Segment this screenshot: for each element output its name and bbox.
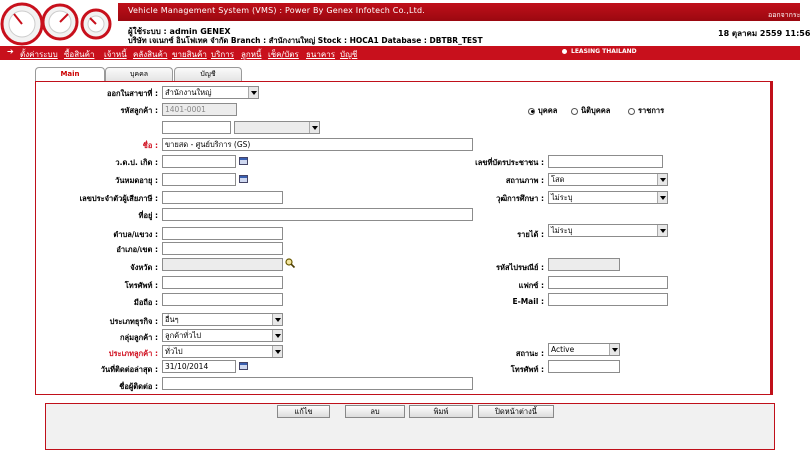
subdistrict-label: ตำบล/แขวง :	[113, 230, 158, 239]
radio-juristic-circle	[571, 108, 578, 115]
menu-item-settings[interactable]: ตั้งค่าระบบ	[20, 50, 58, 59]
chevron-down-icon	[272, 346, 282, 357]
expiry-date-label: วันหมดอายุ :	[115, 176, 158, 185]
district-input[interactable]	[162, 242, 283, 255]
mobile-input[interactable]	[162, 293, 283, 306]
income-label: รายได้ :	[517, 230, 544, 239]
close-window-button[interactable]: ปิดหน้าต่างนี้	[478, 405, 554, 418]
customer-code-input[interactable]: 1401-0001	[162, 103, 237, 116]
name-prefix-input[interactable]	[162, 121, 231, 134]
email-label: E-Mail :	[512, 297, 544, 306]
email-input[interactable]	[548, 293, 668, 306]
company-info: บริษัท เจเนกซ์ อินโฟเทค จำกัด Branch : สำนักงานใหญ่ Stock : HOCA1 Database : DBTBR_TEST	[128, 36, 483, 45]
current-date: 18 ตุลาคม 2559 11:56	[718, 29, 810, 38]
tax-id-label: เลขประจำตัวผู้เสียภาษี :	[79, 194, 158, 203]
birth-date-input[interactable]	[162, 155, 236, 168]
last-contact-input[interactable]: 31/10/2014	[162, 360, 236, 373]
postcode-label: รหัสไปรษณีย์ :	[495, 263, 544, 272]
contact-name-label: ชื่อผู้ติดต่อ :	[119, 382, 158, 391]
customer-type-select[interactable]	[162, 345, 283, 358]
phone2-label: โทรศัพท์ :	[510, 365, 544, 374]
education-select[interactable]	[548, 191, 668, 204]
calendar-icon[interactable]	[239, 362, 248, 370]
id-card-input[interactable]	[548, 155, 663, 168]
search-icon[interactable]	[285, 258, 295, 268]
marital-status-select[interactable]	[548, 173, 668, 186]
business-type-label: ประเภทธุรกิจ :	[109, 317, 158, 326]
issuing-branch-value: สำนักงานใหญ่	[165, 88, 212, 97]
customer-group-select[interactable]	[162, 329, 283, 342]
customer-group-label: กลุ่มลูกค้า :	[119, 333, 158, 342]
marital-status-label: สถานภาพ :	[505, 176, 544, 185]
address-input[interactable]	[162, 208, 473, 221]
speedometer-logo-icon	[0, 0, 118, 46]
current-user: ผู้ใช้ระบบ : admin GENEX	[128, 27, 231, 36]
tax-id-input[interactable]	[162, 191, 283, 204]
menu-item-debtors[interactable]: ลูกหนี้	[241, 50, 262, 59]
phone-label: โทรศัพท์ :	[124, 281, 158, 290]
menu-item-creditors[interactable]: เจ้าหนี้	[104, 50, 127, 59]
menu-item-sales[interactable]: ขายสินค้า	[172, 50, 207, 59]
radio-government[interactable]	[628, 105, 664, 117]
radio-juristic[interactable]	[571, 105, 610, 117]
name-label: ชื่อ :	[142, 141, 158, 150]
chevron-down-icon	[272, 330, 282, 341]
tab-main[interactable]: Main	[35, 67, 105, 82]
postcode-input[interactable]	[548, 258, 620, 271]
print-button[interactable]: พิมพ์	[409, 405, 473, 418]
menu-arrow-icon: ➔	[7, 47, 14, 56]
expiry-date-input[interactable]	[162, 173, 236, 186]
id-card-label: เลขที่บัตรประชาชน :	[475, 158, 544, 167]
phone-input[interactable]	[162, 276, 283, 289]
app-title: Vehicle Management System (VMS) : Power By Genex Infotech Co.,Ltd.	[128, 6, 426, 15]
income-select[interactable]	[548, 224, 668, 237]
radio-juristic-label: นิติบุคคล	[581, 106, 611, 115]
status-select[interactable]	[548, 343, 620, 356]
education-label: วุฒิการศึกษา :	[496, 194, 544, 203]
menu-item-cheque-card[interactable]: เช็ค/บัตร	[268, 50, 299, 59]
chevron-down-icon	[248, 87, 258, 98]
menu-item-purchase[interactable]: ซื้อสินค้า	[64, 50, 95, 59]
fax-label: แฟกซ์ :	[518, 281, 544, 290]
issuing-branch-select[interactable]	[162, 86, 259, 99]
status-label: สถานะ :	[515, 349, 544, 358]
leasing-dot-icon	[562, 49, 567, 54]
name-input[interactable]: ขายสด - ศูนย์บริการ (GS)	[162, 138, 473, 151]
business-type-select[interactable]	[162, 313, 283, 326]
district-label: อำเภอ/เขต :	[116, 245, 158, 254]
last-contact-label: วันที่ติดต่อล่าสุด :	[100, 365, 158, 374]
radio-person-circle	[528, 108, 535, 115]
radio-government-circle	[628, 108, 635, 115]
leasing-label: LEASING THAILAND	[571, 48, 637, 55]
customer-type-value: ทั่วไป	[165, 347, 183, 356]
chevron-down-icon	[309, 122, 319, 133]
radio-person[interactable]	[528, 105, 557, 117]
mobile-label: มือถือ :	[133, 298, 158, 307]
calendar-icon[interactable]	[239, 175, 248, 183]
delete-button[interactable]: ลบ	[345, 405, 405, 418]
chevron-down-icon	[657, 225, 667, 236]
business-type-value: อื่นๆ	[165, 315, 179, 324]
menu-item-accounting[interactable]: บัญชี	[340, 50, 358, 59]
chevron-down-icon	[657, 192, 667, 203]
subdistrict-input[interactable]	[162, 227, 283, 240]
marital-status-value: โสด	[551, 175, 565, 184]
tab-account[interactable]: บัญชี	[174, 67, 242, 81]
province-input[interactable]	[162, 258, 283, 271]
chevron-down-icon	[657, 174, 667, 185]
address-label: ที่อยู่ :	[138, 211, 158, 220]
province-label: จังหวัด :	[130, 263, 158, 272]
customer-type-label: ประเภทลูกค้า :	[108, 349, 158, 358]
radio-person-label: บุคคล	[538, 106, 558, 115]
chevron-down-icon	[272, 314, 282, 325]
customer-code-label: รหัสลูกค้า :	[120, 106, 158, 115]
leasing-thailand-badge	[562, 48, 637, 55]
tab-person[interactable]: บุคคล	[105, 67, 173, 81]
birth-date-label: ว.ด.ป. เกิด :	[115, 158, 158, 167]
chevron-down-icon	[609, 344, 619, 355]
main-menu	[0, 46, 800, 60]
issuing-branch-label: ออกในสาขาที่ :	[106, 89, 158, 98]
logout-link[interactable]: ออกจากระบบ	[768, 11, 810, 19]
name-prefix-select[interactable]	[234, 121, 320, 134]
radio-government-label: ราชการ	[638, 106, 665, 115]
calendar-icon[interactable]	[239, 157, 248, 165]
income-value: ไม่ระบุ	[551, 226, 573, 235]
phone2-input[interactable]	[548, 360, 620, 373]
status-value: Active	[551, 345, 575, 354]
menu-item-inventory[interactable]: คลังสินค้า	[133, 50, 168, 59]
menu-item-bank[interactable]: ธนาคาร	[306, 50, 335, 59]
fax-input[interactable]	[548, 276, 668, 289]
contact-name-input[interactable]	[162, 377, 473, 390]
menu-item-service[interactable]: บริการ	[211, 50, 235, 59]
app-header	[0, 0, 810, 46]
edit-button[interactable]: แก้ไข	[277, 405, 330, 418]
education-value: ไม่ระบุ	[551, 193, 573, 202]
customer-group-value: ลูกค้าทั่วไป	[165, 331, 202, 340]
